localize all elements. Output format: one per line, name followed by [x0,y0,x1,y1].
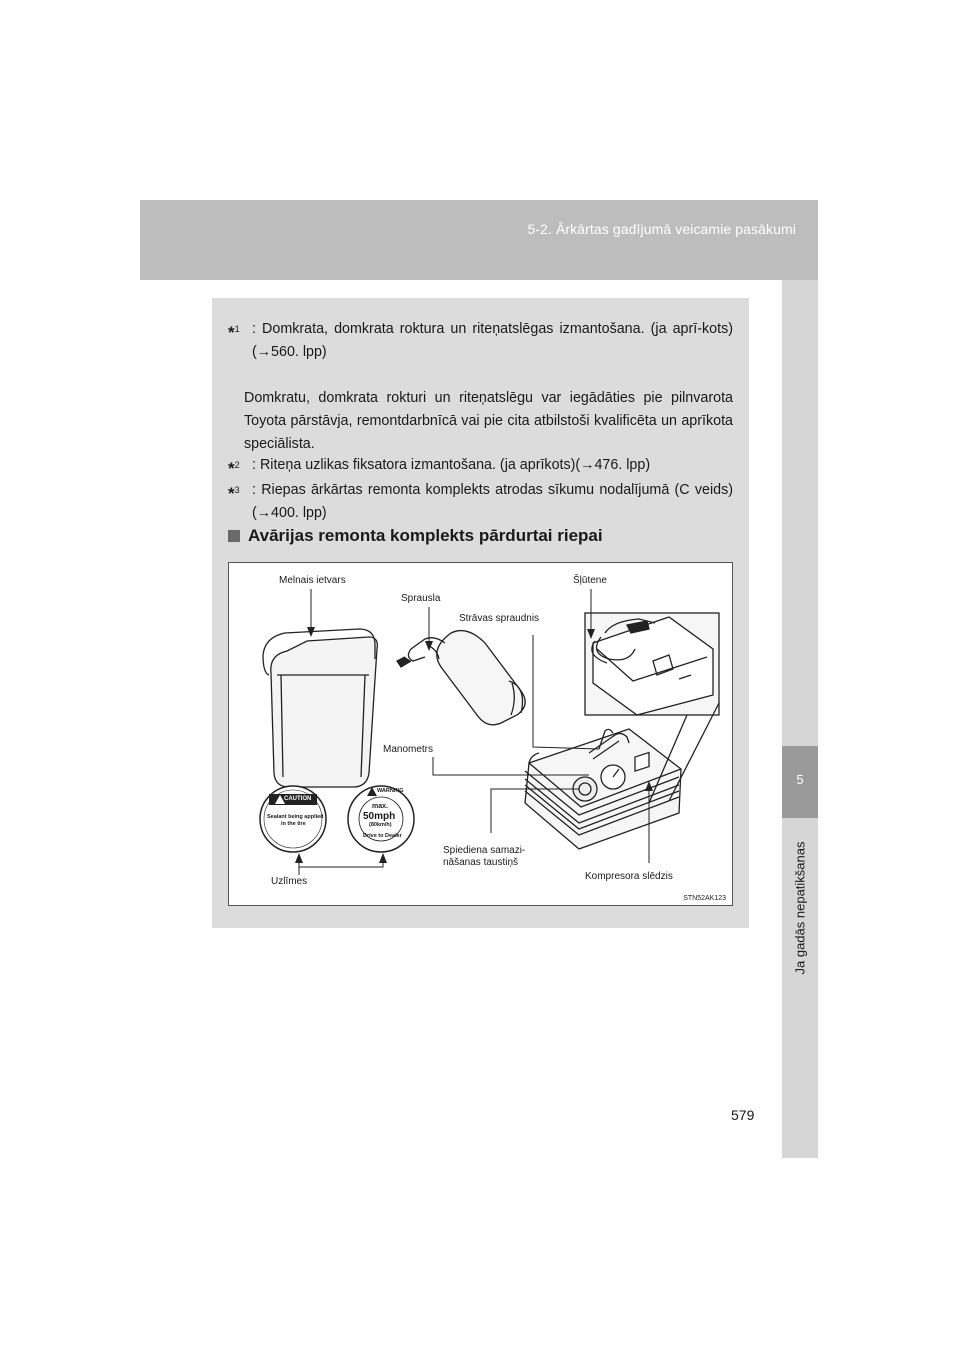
running-header-title: 5-2. Ārkārtas gadījumā veicamie pasākumi [527,221,796,237]
leader-stickers [299,855,383,867]
sealant-bottle-illustration [397,631,525,725]
section-title-text: Avārijas remonta komplekts pārdurtai riepai [248,526,603,545]
caution-sticker-heading: CAUTION [284,796,312,802]
label-nozzle: Sprausla [401,593,441,604]
page-number: 579 [731,1107,755,1123]
figure-code: STN52AK123 [683,895,726,902]
arrowhead-icon [425,641,433,651]
footnote-marker: *$^3$ [228,484,240,503]
compressor-inset-illustration [585,613,719,715]
footnote-text: : Riteņa uzlikas fiksatora izmantošana. (ja aprīkots)(→476. lpp) [252,457,651,473]
footnote-1-paragraph: Domkratu, domkrata rokturi un riteņatslēgu var iegādāties pie pilnvarota Toyota pārstāvja, remontdarbnīcā vai pie cita atbilstoši kvalificēta un aprīkota speciālista. [244,390,733,452]
label-power-plug: Strāvas spraudnis [459,613,540,624]
chapter-label: Ja gadās nepatikšanas [792,841,808,975]
footnote-marker: *$^2$ [228,459,240,478]
label-pressure-button-1: Spiediena samazi- [443,845,526,856]
label-black-cover: Melnais ietvars [279,575,346,586]
warning-sticker-arc-text: Drive to Dealer [363,833,402,839]
label-stickers: Uzlīmes [271,876,308,887]
footnote-1 [228,318,733,364]
warning-sticker-kmh: (80km/h) [369,822,392,828]
caution-sticker-line1: Sealant being applied [267,814,324,820]
arrowhead-icon [379,853,387,863]
black-cover-illustration [263,629,377,787]
footnote-text: : Riepas ārkārtas remonta komplekts atrodas sīkumu nodalījumā (C veids) (→400. lpp) [252,482,733,521]
label-gauge: Manometrs [383,744,434,755]
chapter-number-tab [782,746,818,818]
label-compressor-switch: Kompresora slēdzis [585,871,673,882]
arrowhead-icon [295,853,303,863]
footnote-3 [228,479,733,525]
chapter-number: 5 [796,772,804,787]
section-title [228,526,603,546]
header-band [140,200,818,280]
footnote-text: : Domkrata, domkrata roktura un riteņatslēgas izmantošana. (ja aprī-kots) (→560. lpp) [252,321,733,360]
repair-kit-figure [228,562,733,906]
caution-sticker-line2: in the tire [281,821,306,827]
label-hose: Šļūtene [573,575,607,586]
warning-sticker-max: max. [372,803,388,810]
side-tab-upper [782,280,818,746]
section-bullet-icon [228,530,240,542]
footnote-marker: *$^1$ [228,323,240,342]
footnote-2 [228,454,733,477]
warning-sticker-heading: WARNING [377,788,404,794]
label-pressure-button-2: nāšanas taustiņš [443,857,519,868]
warning-sticker-speed: 50mph [363,811,396,822]
